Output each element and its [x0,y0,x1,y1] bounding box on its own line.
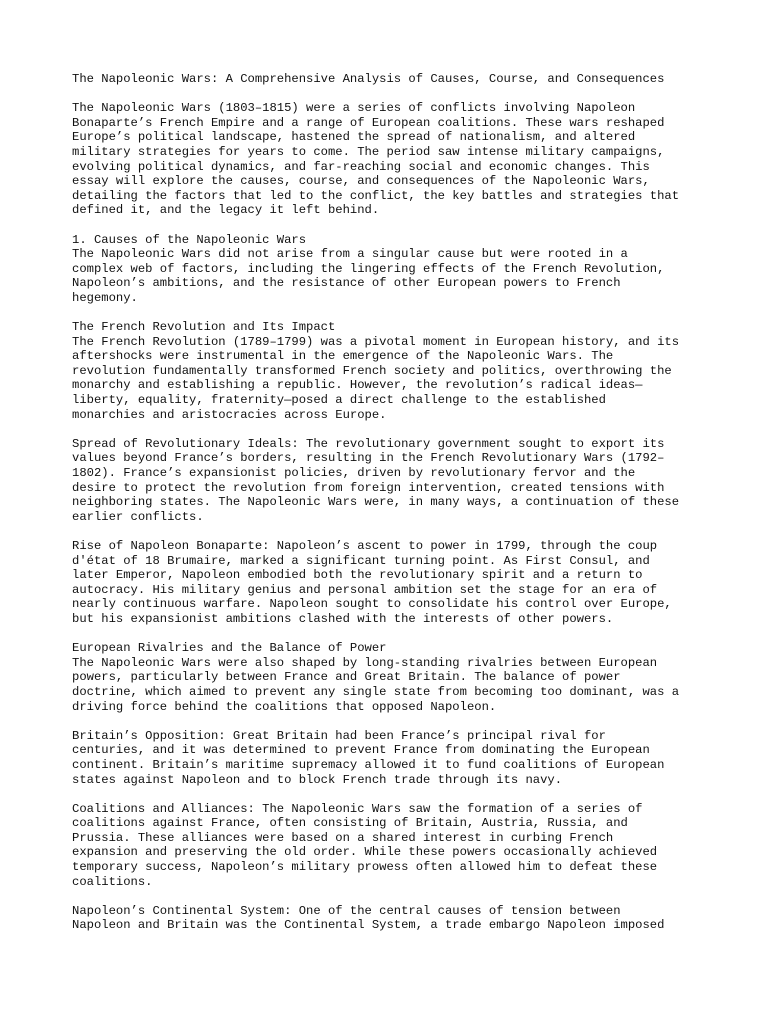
text-line: Napoleon’s ambitions, and the resistance of other European powers to French [72,276,621,291]
text-line: earlier conflicts. [72,509,204,524]
text-line: The French Revolution and Its Impact [72,320,336,335]
paragraph [72,802,702,890]
text-line: Europe’s political landscape, hastened the spread of nationalism, and altered [72,130,636,145]
paragraph-gap [72,889,702,904]
text-line: essay will explore the causes, course, and consequences of the Napoleonic Wars, [72,174,650,189]
text-line: Bonaparte’s French Empire and a range of European coalitions. These wars reshaped [72,115,665,130]
text-line: defined it, and the legacy it left behind. [72,203,380,218]
text-line: military strategies for years to come. The period saw intense military campaigns, [72,144,665,159]
text-line: Spread of Revolutionary Ideals: The revolutionary government sought to export its [72,436,665,451]
paragraph [72,641,702,714]
text-line: but his expansionist ambitions clashed with the interests of other powers. [72,611,614,626]
text-line: aftershocks were instrumental in the emergence of the Napoleonic Wars. The [72,349,614,364]
paragraph-gap [72,714,702,729]
text-line: neighboring states. The Napoleonic Wars were, in many ways, a continuation of these [72,495,680,510]
text-line: d'état of 18 Brumaire, marked a significant turning point. As First Consul, and [72,553,650,568]
text-line: complex web of factors, including the lingering effects of the French Revolution, [72,261,665,276]
text-line: 1802). France’s expansionist policies, driven by revolutionary fervor and the [72,466,636,481]
text-line: detailing the factors that led to the conflict, the key battles and strategies that [72,188,680,203]
text-line: Prussia. These alliances were based on a shared interest in curbing French [72,830,614,845]
text-line: The French Revolution (1789–1799) was a pivotal moment in European history, and its [72,334,680,349]
text-line: autocracy. His military genius and personal ambition set the stage for an era of [72,582,658,597]
text-line: Coalitions and Alliances: The Napoleonic Wars saw the formation of a series of [72,801,643,816]
text-line: monarchy and establishing a republic. However, the revolution’s radical ideas— [72,378,643,393]
paragraph [72,437,702,525]
text-line: desire to protect the revolution from foreign intervention, created tensions with [72,480,665,495]
text-line: states against Napoleon and to block French trade through its navy. [72,772,563,787]
text-line: Napoleon and Britain was the Continental System, a trade embargo Napoleon imposed [72,918,665,933]
paragraph-gap [72,787,702,802]
paragraph-gap [72,87,702,102]
text-line: The Napoleonic Wars did not arise from a singular cause but were rooted in a [72,247,628,262]
text-line: monarchies and aristocracies across Europe. [72,407,387,422]
text-line: expansion and preserving the old order. While these powers occasionally achieved [72,845,658,860]
paragraph-gap [72,306,702,321]
text-line: continent. Britain’s maritime supremacy allowed it to fund coalitions of European [72,757,665,772]
text-line: nearly continuous warfare. Napoleon sought to consolidate his control over Europe, [72,597,672,612]
paragraph-gap [72,218,702,233]
text-line: coalitions. [72,874,153,889]
text-line: values beyond France’s borders, resulting in the French Revolutionary Wars (1792– [72,451,665,466]
paragraph [72,233,702,306]
text-line: revolution fundamentally transformed French society and politics, overthrowing the [72,363,672,378]
paragraph [72,101,702,218]
text-line: powers, particularly between France and Great Britain. The balance of power [72,670,621,685]
paragraph-gap [72,627,702,642]
text-line: European Rivalries and the Balance of Power [72,641,387,656]
text-line: Rise of Napoleon Bonaparte: Napoleon’s ascent to power in 1799, through the coup [72,539,658,553]
text-line: The Napoleonic Wars (1803–1815) were a series of conflicts involving Napoleon [72,101,636,116]
text-line: later Emperor, Napoleon embodied both the revolutionary spirit and a return to [72,568,643,583]
paragraph [72,729,702,787]
text-line: 1. Causes of the Napoleonic Wars [72,232,307,247]
text-line: driving force behind the coalitions that opposed Napoleon. [72,699,497,714]
text-line: doctrine, which aimed to prevent any single state from becoming too dominant, was a [72,684,680,699]
text-line: liberty, equality, fraternity—posed a direct challenge to the established [72,393,606,408]
document-body [72,87,702,933]
paragraph [72,539,702,627]
text-line: Napoleon’s Continental System: One of the central causes of tension between [72,903,621,918]
paragraph [72,904,702,933]
paragraph-gap [72,422,702,437]
text-line: hegemony. [72,290,138,305]
text-line: coalitions against France, often consisting of Britain, Austria, Russia, and [72,816,628,831]
text-line: temporary success, Napoleon’s military prowess often allowed him to defeat these [72,860,658,875]
text-line: centuries, and it was determined to prevent France from dominating the European [72,743,650,758]
paragraph-gap [72,524,702,539]
text-line: The Napoleonic Wars were also shaped by long-standing rivalries between European [72,655,658,670]
document-title: The Napoleonic Wars: A Comprehensive Analysis of Causes, Course, and Consequences [72,72,665,86]
document-page [72,72,702,933]
text-line: evolving political dynamics, and far-reaching social and economic changes. This [72,159,650,174]
paragraph [72,320,702,422]
text-line: Britain’s Opposition: Great Britain had been France’s principal rival for [72,728,606,743]
